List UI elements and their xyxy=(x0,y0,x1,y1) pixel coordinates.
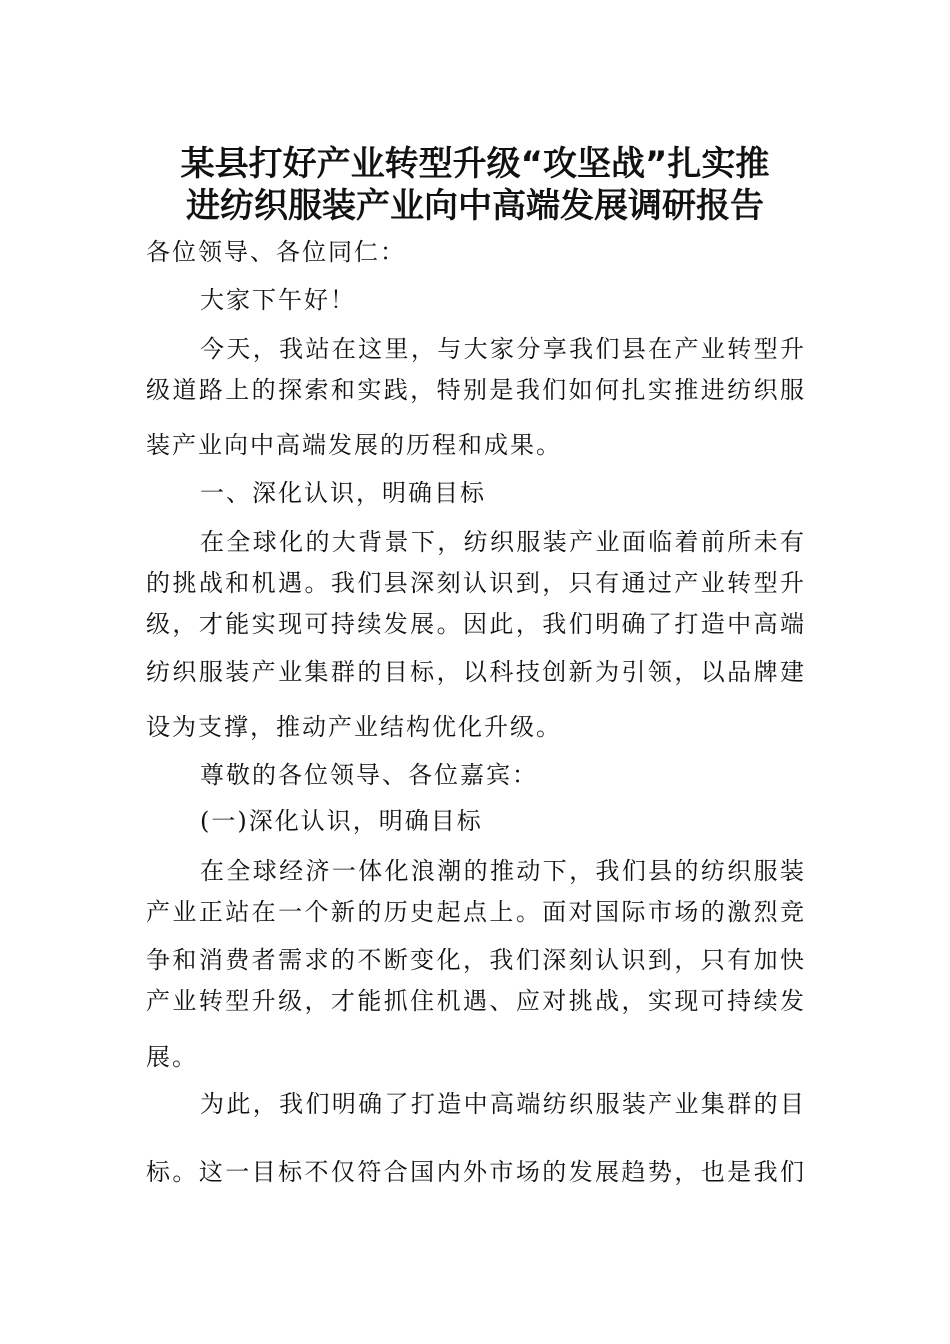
section-heading: 一、深化认识，明确目标 xyxy=(200,479,486,507)
paragraph-line: 级道路上的探索和实践，特别是我们如何扎实推进纺织服 xyxy=(146,376,806,404)
paragraph-line: 级，才能实现可持续发展。因此，我们明确了打造中高端 xyxy=(146,610,806,638)
paragraph-line: 产业转型升级，才能抓住机遇、应对挑战，实现可持续发 xyxy=(146,987,806,1015)
paragraph-line: 为此，我们明确了打造中高端纺织服装产业集群的目 xyxy=(200,1090,806,1118)
salutation-secondary: 尊敬的各位领导、各位嘉宾： xyxy=(200,761,538,789)
paragraph-line: 纺织服装产业集群的目标，以科技创新为引领，以品牌建 xyxy=(146,658,806,686)
paragraph-line: 设为支撑，推动产业结构优化升级。 xyxy=(146,713,562,741)
paragraph-line: 在全球经济一体化浪潮的推动下，我们县的纺织服装 xyxy=(200,857,806,885)
paragraph-line: 在全球化的大背景下，纺织服装产业面临着前所未有 xyxy=(200,528,806,556)
paragraph-line: 产业正站在一个新的历史起点上。面对国际市场的激烈竞 xyxy=(146,898,806,926)
paragraph-line: 标。这一目标不仅符合国内外市场的发展趋势，也是我们 xyxy=(146,1158,806,1186)
paragraph-line: 装产业向中高端发展的历程和成果。 xyxy=(146,431,562,459)
greeting: 大家下午好！ xyxy=(200,286,356,314)
document-title-line-2: 进纺织服装产业向中高端发展调研报告 xyxy=(186,186,764,226)
paragraph-line: 今天，我站在这里，与大家分享我们县在产业转型升 xyxy=(200,335,806,363)
subsection-heading: (一)深化认识，明确目标 xyxy=(200,807,483,835)
paragraph-line: 争和消费者需求的不断变化，我们深刻认识到，只有加快 xyxy=(146,946,806,974)
paragraph-line: 展。 xyxy=(146,1043,198,1071)
document-title-line-1: 某县打好产业转型升级“攻坚战”扎实推 xyxy=(180,144,770,184)
salutation: 各位领导、各位同仁： xyxy=(146,238,406,266)
paragraph-line: 的挑战和机遇。我们县深刻认识到，只有通过产业转型升 xyxy=(146,569,806,597)
